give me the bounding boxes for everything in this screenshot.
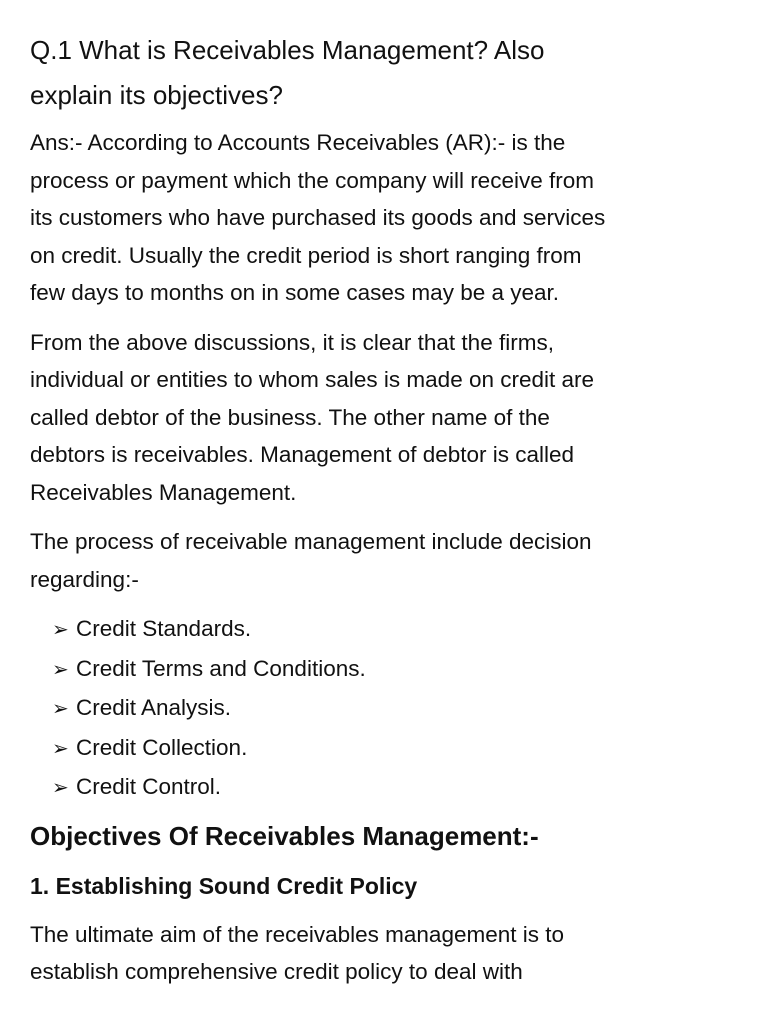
text-line: The ultimate aim of the receivables management is to bbox=[30, 921, 565, 947]
list-item-label: Credit Analysis. bbox=[76, 695, 232, 720]
document-page bbox=[30, 28, 730, 1003]
decision-list bbox=[52, 610, 730, 808]
answer-paragraph-3 bbox=[30, 523, 730, 598]
text-line: process or payment which the company will receive from bbox=[30, 167, 594, 193]
text-line: its customers who have purchased its goods and services bbox=[30, 205, 606, 230]
arrow-bullet-icon: ➢ bbox=[52, 737, 69, 760]
list-item bbox=[52, 768, 730, 808]
arrow-bullet-icon: ➢ bbox=[52, 698, 69, 720]
objectives-heading: Objectives Of Receivables Management:- bbox=[30, 820, 539, 851]
text-line: individual or entities to whom sales is made on credit are bbox=[30, 367, 595, 392]
arrow-bullet-icon: ➢ bbox=[52, 619, 69, 641]
list-item-label: Credit Collection. bbox=[76, 734, 248, 760]
text-line: on credit. Usually the credit period is short ranging from bbox=[30, 242, 582, 268]
text-line: called debtor of the business. The other name of the bbox=[30, 404, 550, 430]
list-item-label: Credit Control. bbox=[76, 774, 222, 799]
list-item bbox=[52, 689, 730, 729]
text-line: regarding:- bbox=[30, 566, 139, 592]
answer-paragraph-2 bbox=[30, 324, 730, 512]
objective-1-heading: 1. Establishing Sound Credit Policy bbox=[30, 872, 418, 899]
answer-paragraph-1 bbox=[30, 124, 730, 312]
list-item bbox=[52, 610, 730, 650]
question-line: Q.1 What is Receivables Management? Also bbox=[30, 35, 545, 65]
text-line: Ans:- According to Accounts Receivables (AR):- is the bbox=[30, 130, 566, 155]
text-line: establish comprehensive credit policy to deal with bbox=[30, 959, 523, 984]
list-item-label: Credit Terms and Conditions. bbox=[76, 655, 366, 681]
list-item bbox=[52, 729, 730, 769]
text-line: The process of receivable management include decision bbox=[30, 529, 592, 554]
question-line: explain its objectives? bbox=[30, 80, 283, 110]
list-item-label: Credit Standards. bbox=[76, 616, 252, 641]
text-line: debtors is receivables. Management of debtor is called bbox=[30, 442, 575, 467]
objective-1-paragraph bbox=[30, 916, 730, 991]
text-line: few days to months on in some cases may be a year. bbox=[30, 280, 560, 305]
arrow-bullet-icon: ➢ bbox=[52, 658, 69, 681]
text-line: Receivables Management. bbox=[30, 479, 297, 505]
text-line: From the above discussions, it is clear that the firms, bbox=[30, 329, 554, 355]
list-item bbox=[52, 650, 730, 690]
arrow-bullet-icon: ➢ bbox=[52, 777, 69, 799]
question-heading bbox=[30, 28, 730, 118]
